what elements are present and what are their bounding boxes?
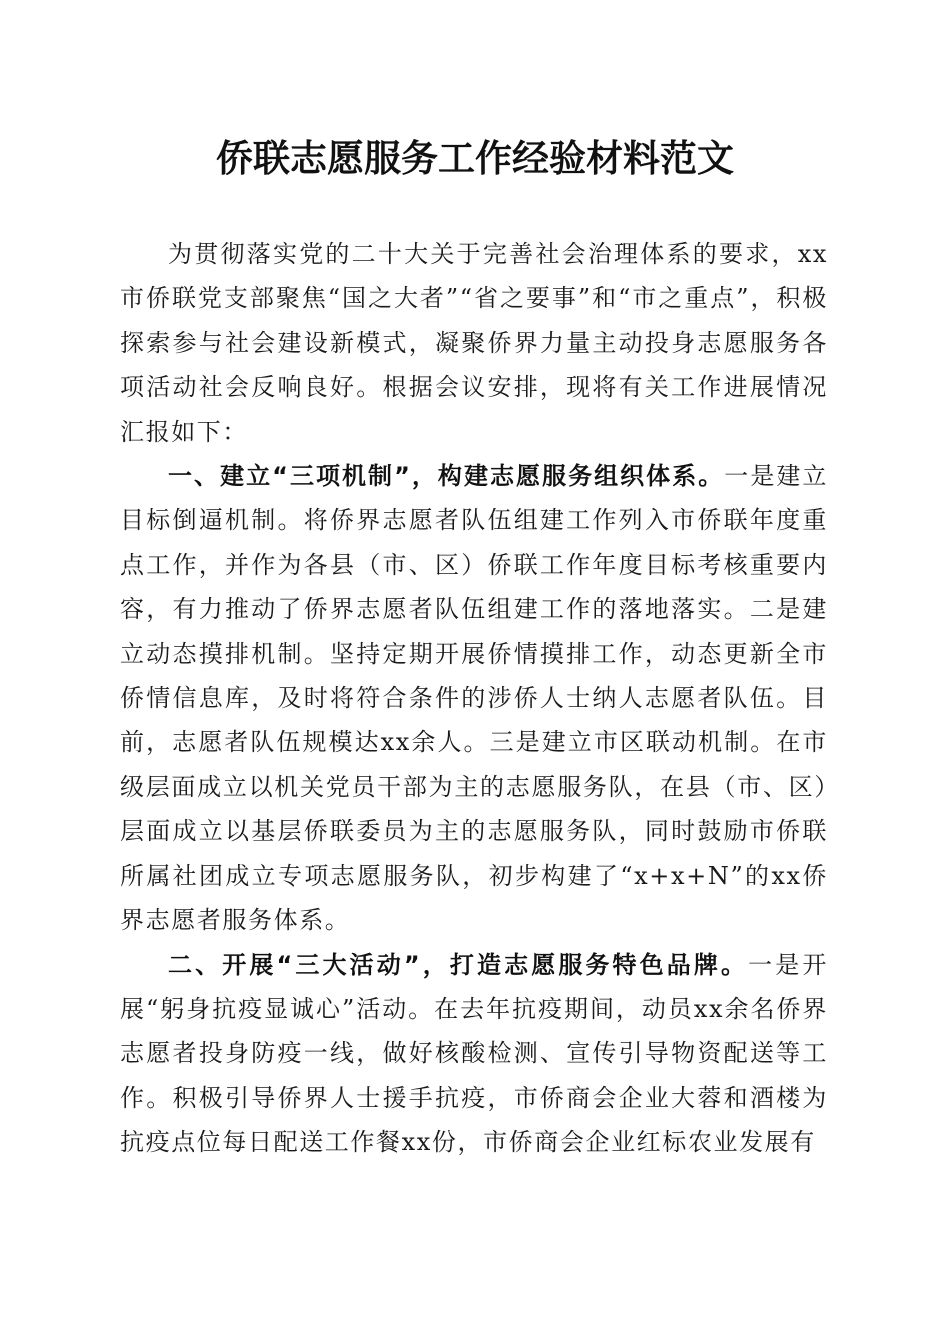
- section-heading: 一、建立“三项机制”，构建志愿服务组织体系。: [168, 462, 725, 491]
- section-one-paragraph: [120, 454, 828, 942]
- intro-paragraph: [120, 232, 828, 454]
- paragraph-text: 为贯彻落实党的二十大关于完善社会治理体系的要求，xx市侨联党支部聚焦“国之大者”“省之要事”和“市之重点”，积极探索参与社会建设新模式，凝聚侨界力量主动投身志愿服务各项活动社会反响良好。根据会议安排，现将有关工作进展情况汇报如下：: [120, 240, 828, 446]
- section-two-paragraph: [120, 943, 828, 1165]
- paragraph-text: 一是建立目标倒逼机制。将侨界志愿者队伍组建工作列入市侨联年度重点工作，并作为各县（市、区）侨联工作年度目标考核重要内容，有力推动了侨界志愿者队伍组建工作的落地落实。二是建立动态摸排机制。坚持定期开展侨情摸排工作，动态更新全市侨情信息库，及时将符合条件的涉侨人士纳人志愿者队伍。目前，志愿者队伍规模达xx余人。三是建立市区联动机制。在市级层面成立以机关党员干部为主的志愿服务队，在县（市、区）层面成立以基层侨联委员为主的志愿服务队，同时鼓励市侨联所属社团成立专项志愿服务队，初步构建了“x+x+N”的xx侨界志愿者服务体系。: [120, 462, 828, 935]
- paragraph-text: 一是开展“躬身抗疫显诚心”活动。在去年抗疫期间，动员xx余名侨界志愿者投身防疫一线，做好核酸检测、宣传引导物资配送等工作。积极引导侨界人士援手抗疫，市侨商会企业大蓉和酒楼为抗疫点位每日配送工作餐xx份，市侨商会企业红标农业发展有: [120, 950, 828, 1157]
- document-title: 侨联志愿服务工作经验材料范文: [216, 136, 734, 180]
- document-body: [120, 232, 828, 1165]
- section-heading: 二、开展“三大活动”，打造志愿服务特色品牌。: [168, 950, 749, 979]
